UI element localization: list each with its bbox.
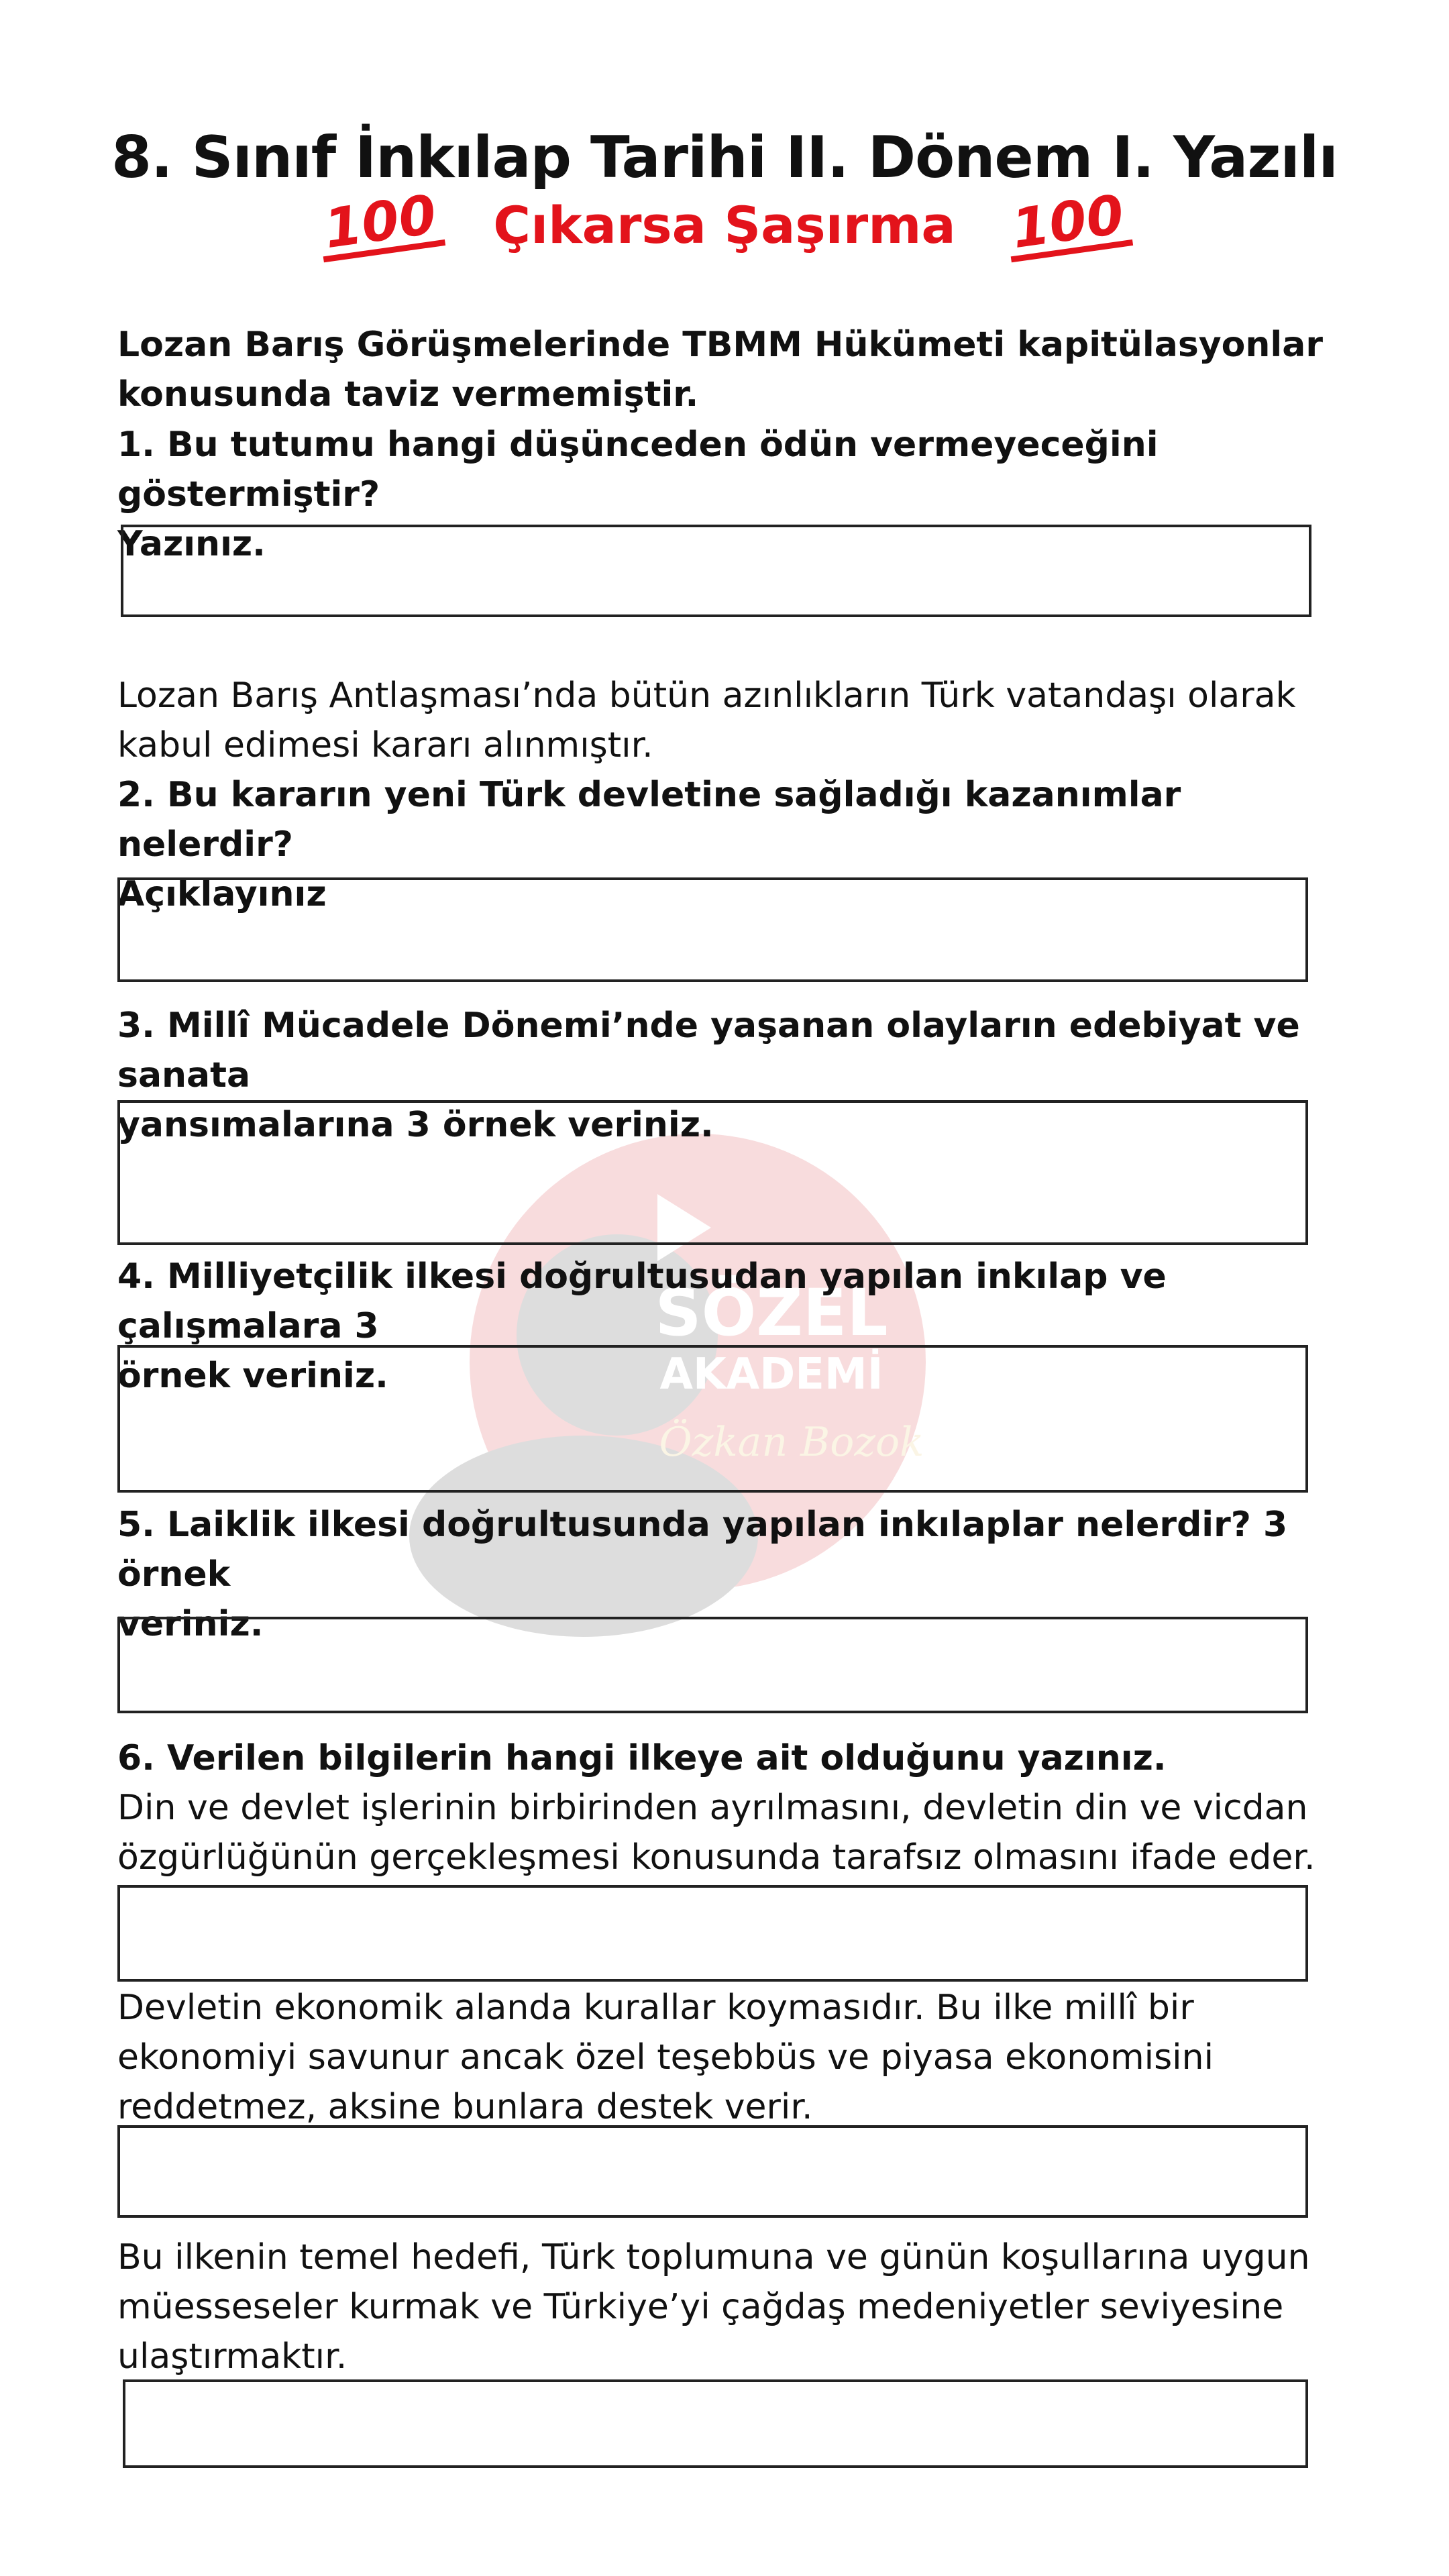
q2-answer-box[interactable] (117, 877, 1308, 982)
q6-answer-box-c[interactable] (123, 2379, 1308, 2468)
q3-question: 3. Millî Mücadele Dönemi’nde yaşanan olayların edebiyat ve sanata yansımalarına 3 örnek veriniz. (117, 1006, 1300, 1145)
q6-item-c: Bu ilkenin temel hedefi, Türk toplumuna ve günün koşullarına uygun müesseseler kurmak ve Türkiye’yi çağdaş medeniyetler seviyesine ulaştırmaktır. (117, 2237, 1310, 2377)
q3-answer-box[interactable] (117, 1100, 1308, 1245)
watermark-signature: Özkan Bozok (659, 1419, 924, 1466)
q6-question: 6. Verilen bilgilerin hangi ilkeye ait olduğunu yazınız. (117, 1738, 1167, 1778)
page-subtitle: Çıkarsa Şaşırma (493, 195, 956, 255)
page-subtitle-row (0, 182, 1449, 260)
q1-intro: Lozan Barış Görüşmelerinde TBMM Hükümeti kapitülasyonlar konusunda taviz vermemiştir. (117, 325, 1323, 415)
q6-answer-box-b[interactable] (117, 2125, 1308, 2218)
q5-answer-box[interactable] (117, 1617, 1308, 1713)
q6-answer-box-a[interactable] (117, 1885, 1308, 1982)
q2-intro: Lozan Barış Antlaşması’nda bütün azınlıkların Türk vatandaşı olarak kabul edimesi kararı alınmıştır. (117, 676, 1296, 765)
q6-item-b: Devletin ekonomik alanda kurallar koymasıdır. Bu ilke millî bir ekonomiyi savunur ancak özel teşebbüs ve piyasa ekonomisini reddetmez, aksine bunlara destek verir. (117, 1988, 1214, 2127)
q1-question: 1. Bu tutumu hangi düşünceden ödün vermeyeceğini göstermiştir? Yazınız. (117, 425, 1159, 564)
hundred-points-icon: 100 (316, 187, 445, 262)
q2-question: 2. Bu kararın yeni Türk devletine sağladığı kazanımlar nelerdir? Açıklayınız (117, 775, 1181, 914)
q1-answer-box[interactable] (121, 525, 1311, 617)
q4-question: 4. Milliyetçilik ilkesi doğrultusudan yapılan inkılap ve çalışmalara 3 örnek veriniz. (117, 1256, 1167, 1396)
hundred-points-icon: 100 (1004, 187, 1133, 262)
q4-answer-box[interactable] (117, 1345, 1308, 1493)
watermark-brand-line1: SÖZEL (655, 1275, 888, 1350)
page-title: 8. Sınıf İnkılap Tarihi II. Dönem I. Yazılı (111, 124, 1338, 191)
q6-item-a: Din ve devlet işlerinin birbirinden ayrılmasını, devletin din ve vicdan özgürlüğünün gerçekleşmesi konusunda tarafsız olmasını ifade eder. (117, 1788, 1316, 1878)
watermark-brand-line2: AKADEMİ (659, 1350, 883, 1399)
q5-question: 5. Laiklik ilkesi doğrultusunda yapılan inkılaplar nelerdir? 3 örnek veriniz. (117, 1505, 1288, 1644)
